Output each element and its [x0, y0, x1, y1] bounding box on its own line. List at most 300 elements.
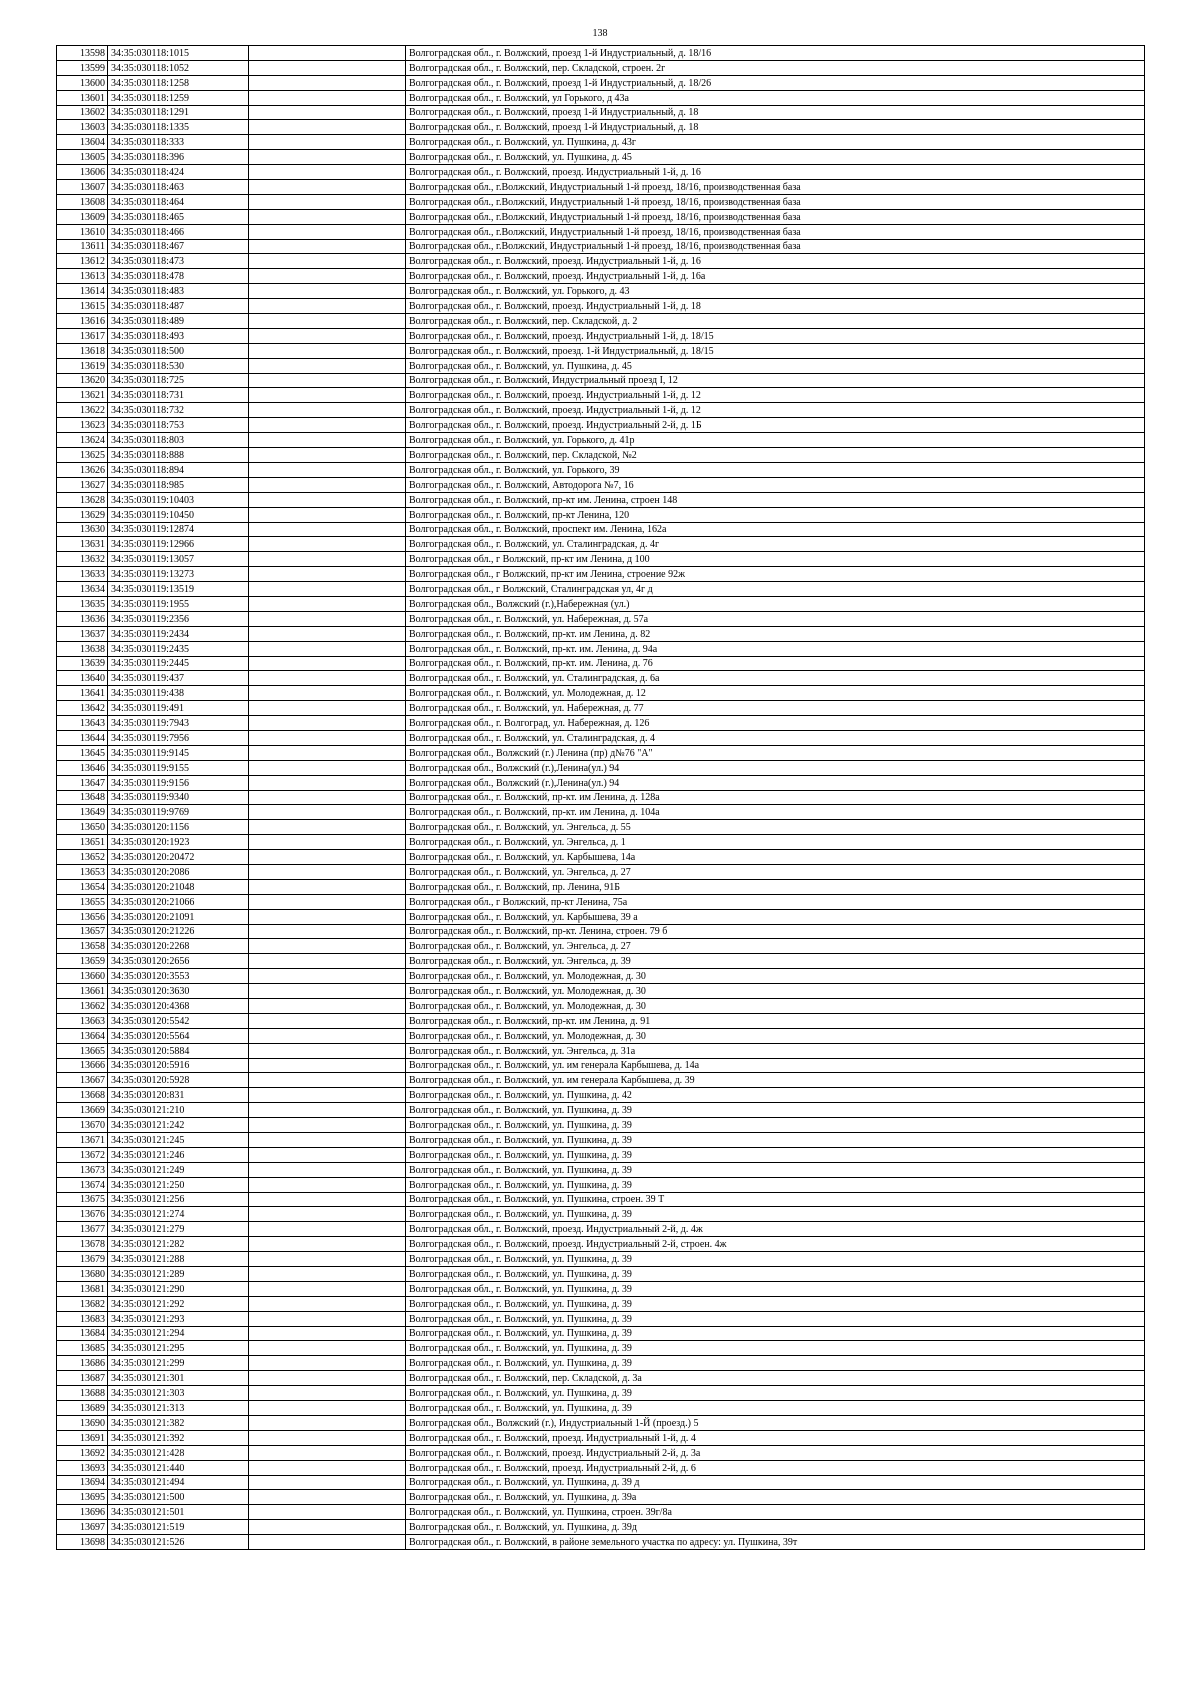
table-row [57, 567, 1145, 582]
cadastral-number: 34:35:030121:293 [108, 1311, 249, 1326]
cadastral-number: 34:35:030119:437 [108, 671, 249, 686]
address: Волгоградская обл., г. Волжский, ул. Пушкина, д. 39 [406, 1356, 1145, 1371]
table-row [57, 388, 1145, 403]
address: Волгоградская обл., г. Волжский, ул. Энгельса, д. 55 [406, 820, 1145, 835]
table-row [57, 671, 1145, 686]
row-number: 13612 [57, 254, 108, 269]
address: Волгоградская обл., г. Волжский, ул. Молодежная, д. 30 [406, 984, 1145, 999]
row-number: 13653 [57, 864, 108, 879]
empty-cell [249, 864, 406, 879]
table-row [57, 1311, 1145, 1326]
empty-cell [249, 1088, 406, 1103]
row-number: 13694 [57, 1475, 108, 1490]
empty-cell [249, 522, 406, 537]
table-row [57, 582, 1145, 597]
empty-cell [249, 1535, 406, 1550]
table-row [57, 1296, 1145, 1311]
address: Волгоградская обл., г. Волжский, Автодорога №7, 16 [406, 477, 1145, 492]
table-row [57, 1192, 1145, 1207]
address: Волгоградская обл., г. Волжский, ул. Сталинградская, д. 4г [406, 537, 1145, 552]
row-number: 13624 [57, 433, 108, 448]
row-number: 13650 [57, 820, 108, 835]
empty-cell [249, 477, 406, 492]
row-number: 13617 [57, 328, 108, 343]
cadastral-number: 34:35:030118:1052 [108, 60, 249, 75]
empty-cell [249, 820, 406, 835]
row-number: 13643 [57, 716, 108, 731]
cadastral-number: 34:35:030118:493 [108, 328, 249, 343]
table-row [57, 180, 1145, 195]
address: Волгоградская обл., г. Волжский, ул. Пушкина, д. 39 [406, 1326, 1145, 1341]
row-number: 13683 [57, 1311, 108, 1326]
table-row [57, 999, 1145, 1014]
table-row [57, 358, 1145, 373]
row-number: 13654 [57, 879, 108, 894]
address: Волгоградская обл., г. Волжский, ул. Набережная, д. 77 [406, 701, 1145, 716]
address: Волгоградская обл., г.Волжский, Индустриальный 1-й проезд, 18/16, производственная база [406, 194, 1145, 209]
row-number: 13663 [57, 1013, 108, 1028]
empty-cell [249, 254, 406, 269]
empty-cell [249, 239, 406, 254]
address: Волгоградская обл., г. Волжский, ул. Пушкина, д. 39 [406, 1281, 1145, 1296]
cadastral-number: 34:35:030121:288 [108, 1252, 249, 1267]
empty-cell [249, 909, 406, 924]
row-number: 13656 [57, 909, 108, 924]
empty-cell [249, 626, 406, 641]
empty-cell [249, 1401, 406, 1416]
address: Волгоградская обл., г. Волжский, ул. Энгельса, д. 31а [406, 1043, 1145, 1058]
table-row [57, 507, 1145, 522]
row-number: 13632 [57, 552, 108, 567]
cadastral-number: 34:35:030121:295 [108, 1341, 249, 1356]
address: Волгоградская обл., г. Волжский, ул. Пушкина, д. 39 д [406, 1475, 1145, 1490]
address: Волгоградская обл., г. Волжский, проезд 1-й Индустриальный, д. 18 [406, 105, 1145, 120]
table-row [57, 552, 1145, 567]
cadastral-number: 34:35:030118:803 [108, 433, 249, 448]
address: Волгоградская обл., г. Волжский, пр. Ленина, 91Б [406, 879, 1145, 894]
row-number: 13673 [57, 1162, 108, 1177]
cadastral-number: 34:35:030118:424 [108, 165, 249, 180]
address: Волгоградская обл., г. Волжский, Индустриальный проезд I, 12 [406, 373, 1145, 388]
address: Волгоградская обл., Волжский (г.), Индустриальный 1-Й (проезд.) 5 [406, 1415, 1145, 1430]
address: Волгоградская обл., Волжский (г.),Ленина(ул.) 94 [406, 760, 1145, 775]
address: Волгоградская обл., г. Волжский, проезд. Индустриальный 1-й, д. 12 [406, 403, 1145, 418]
row-number: 13598 [57, 46, 108, 61]
address: Волгоградская обл., г. Волжский, пр-кт им. Ленина, строен 148 [406, 492, 1145, 507]
empty-cell [249, 686, 406, 701]
address: Волгоградская обл., г. Волжский, пр-кт. им Ленина, д. 82 [406, 626, 1145, 641]
cadastral-number: 34:35:030120:831 [108, 1088, 249, 1103]
address: Волгоградская обл., Волжский (г.),Набережная (ул.) [406, 596, 1145, 611]
table-row [57, 656, 1145, 671]
cadastral-number: 34:35:030121:250 [108, 1177, 249, 1192]
address: Волгоградская обл., г. Волжский, проспект им. Ленина, 162а [406, 522, 1145, 537]
cadastral-number: 34:35:030119:2445 [108, 656, 249, 671]
empty-cell [249, 358, 406, 373]
row-number: 13685 [57, 1341, 108, 1356]
address: Волгоградская обл., г. Волжский, проезд. Индустриальный 2-й, д. 4ж [406, 1222, 1145, 1237]
table-row [57, 90, 1145, 105]
cadastral-number: 34:35:030121:526 [108, 1535, 249, 1550]
cadastral-number: 34:35:030118:466 [108, 224, 249, 239]
table-row [57, 1326, 1145, 1341]
table-row [57, 641, 1145, 656]
address: Волгоградская обл., г. Волжский, ул. Пушкина, д. 39 [406, 1162, 1145, 1177]
address: Волгоградская обл., г Волжский, пр-кт им Ленина, строение 92ж [406, 567, 1145, 582]
empty-cell [249, 924, 406, 939]
empty-cell [249, 1326, 406, 1341]
table-row [57, 1356, 1145, 1371]
address: Волгоградская обл., г Волжский, Сталинградская ул, 4г д [406, 582, 1145, 597]
empty-cell [249, 314, 406, 329]
row-number: 13641 [57, 686, 108, 701]
table-row [57, 105, 1145, 120]
empty-cell [249, 492, 406, 507]
address: Волгоградская обл., г. Волжский, пр-кт. им Ленина, д. 104а [406, 805, 1145, 820]
empty-cell [249, 90, 406, 105]
row-number: 13614 [57, 284, 108, 299]
row-number: 13621 [57, 388, 108, 403]
cadastral-number: 34:35:030118:731 [108, 388, 249, 403]
table-row [57, 60, 1145, 75]
cadastral-number: 34:35:030121:289 [108, 1267, 249, 1282]
empty-cell [249, 1058, 406, 1073]
table-row [57, 403, 1145, 418]
row-number: 13608 [57, 194, 108, 209]
empty-cell [249, 552, 406, 567]
table-row [57, 1118, 1145, 1133]
cadastral-number: 34:35:030119:10450 [108, 507, 249, 522]
empty-cell [249, 1415, 406, 1430]
address: Волгоградская обл., г. Волжский, пр-кт. им. Ленина, д. 76 [406, 656, 1145, 671]
table-row [57, 1133, 1145, 1148]
row-number: 13689 [57, 1401, 108, 1416]
row-number: 13674 [57, 1177, 108, 1192]
cadastral-number: 34:35:030118:1015 [108, 46, 249, 61]
row-number: 13627 [57, 477, 108, 492]
empty-cell [249, 1386, 406, 1401]
address: Волгоградская обл., г. Волжский, ул Горького, д 43а [406, 90, 1145, 105]
empty-cell [249, 984, 406, 999]
row-number: 13672 [57, 1147, 108, 1162]
empty-cell [249, 730, 406, 745]
cadastral-number: 34:35:030120:5542 [108, 1013, 249, 1028]
row-number: 13625 [57, 448, 108, 463]
row-number: 13664 [57, 1028, 108, 1043]
empty-cell [249, 641, 406, 656]
table-row [57, 1147, 1145, 1162]
table-row [57, 75, 1145, 90]
row-number: 13686 [57, 1356, 108, 1371]
row-number: 13657 [57, 924, 108, 939]
table-row [57, 522, 1145, 537]
cadastral-number: 34:35:030119:9145 [108, 745, 249, 760]
empty-cell [249, 105, 406, 120]
address: Волгоградская обл., г. Волжский, ул. Энгельса, д. 1 [406, 835, 1145, 850]
address: Волгоградская обл., г. Волжский, пр-кт Ленина, 120 [406, 507, 1145, 522]
row-number: 13633 [57, 567, 108, 582]
table-row [57, 1267, 1145, 1282]
empty-cell [249, 760, 406, 775]
empty-cell [249, 969, 406, 984]
address: Волгоградская обл., г. Волжский, проезд. Индустриальный 1-й, д. 16а [406, 269, 1145, 284]
row-number: 13652 [57, 850, 108, 865]
empty-cell [249, 939, 406, 954]
cadastral-number: 34:35:030121:519 [108, 1520, 249, 1535]
table-row [57, 820, 1145, 835]
table-row [57, 790, 1145, 805]
table-row [57, 1490, 1145, 1505]
row-number: 13620 [57, 373, 108, 388]
cadastral-number: 34:35:030120:5928 [108, 1073, 249, 1088]
address: Волгоградская обл., г. Волжский, ул. Молодежная, д. 30 [406, 969, 1145, 984]
cadastral-number: 34:35:030119:1955 [108, 596, 249, 611]
cadastral-number: 34:35:030119:12874 [108, 522, 249, 537]
table-row [57, 1520, 1145, 1535]
table-row [57, 1028, 1145, 1043]
row-number: 13629 [57, 507, 108, 522]
table-row [57, 596, 1145, 611]
cadastral-number: 34:35:030121:501 [108, 1505, 249, 1520]
cadastral-number: 34:35:030120:2086 [108, 864, 249, 879]
cadastral-number: 34:35:030119:2435 [108, 641, 249, 656]
row-number: 13618 [57, 343, 108, 358]
cadastral-number: 34:35:030118:467 [108, 239, 249, 254]
table-row [57, 537, 1145, 552]
address: Волгоградская обл., г. Волжский, ул. Пушкина, д. 39 [406, 1207, 1145, 1222]
empty-cell [249, 567, 406, 582]
table-row [57, 775, 1145, 790]
row-number: 13693 [57, 1460, 108, 1475]
empty-cell [249, 46, 406, 61]
empty-cell [249, 433, 406, 448]
table-row [57, 879, 1145, 894]
row-number: 13611 [57, 239, 108, 254]
table-row [57, 1505, 1145, 1520]
table-row [57, 954, 1145, 969]
table-row [57, 269, 1145, 284]
empty-cell [249, 418, 406, 433]
address: Волгоградская обл., г. Волжский, ул. Пушкина, строен. 39г/8а [406, 1505, 1145, 1520]
row-number: 13690 [57, 1415, 108, 1430]
table-row [57, 1430, 1145, 1445]
table-row [57, 194, 1145, 209]
empty-cell [249, 284, 406, 299]
row-number: 13634 [57, 582, 108, 597]
row-number: 13660 [57, 969, 108, 984]
row-number: 13659 [57, 954, 108, 969]
row-number: 13684 [57, 1326, 108, 1341]
table-row [57, 1415, 1145, 1430]
empty-cell [249, 1192, 406, 1207]
address: Волгоградская обл., г. Волжский, ул. Пушкина, д. 39а [406, 1490, 1145, 1505]
empty-cell [249, 1103, 406, 1118]
row-number: 13646 [57, 760, 108, 775]
empty-cell [249, 194, 406, 209]
cadastral-number: 34:35:030118:478 [108, 269, 249, 284]
cadastral-number: 34:35:030119:9769 [108, 805, 249, 820]
empty-cell [249, 462, 406, 477]
row-number: 13613 [57, 269, 108, 284]
row-number: 13645 [57, 745, 108, 760]
address: Волгоградская обл., г. Волжский, ул. Горького, 39 [406, 462, 1145, 477]
row-number: 13639 [57, 656, 108, 671]
row-number: 13692 [57, 1445, 108, 1460]
cadastral-number: 34:35:030121:246 [108, 1147, 249, 1162]
table-row [57, 1386, 1145, 1401]
cadastral-number: 34:35:030120:2268 [108, 939, 249, 954]
table-row [57, 701, 1145, 716]
table-row [57, 120, 1145, 135]
row-number: 13682 [57, 1296, 108, 1311]
address: Волгоградская обл., г. Волжский, пер. Складской, д. 2 [406, 314, 1145, 329]
address: Волгоградская обл., г. Волжский, ул. Пушкина, д. 39 [406, 1401, 1145, 1416]
table-row [57, 909, 1145, 924]
table-row [57, 343, 1145, 358]
table-row [57, 1207, 1145, 1222]
empty-cell [249, 1371, 406, 1386]
table-row [57, 209, 1145, 224]
table-row [57, 686, 1145, 701]
row-number: 13626 [57, 462, 108, 477]
address: Волгоградская обл., г. Волжский, ул. Энгельса, д. 27 [406, 864, 1145, 879]
cadastral-number: 34:35:030121:242 [108, 1118, 249, 1133]
address: Волгоградская обл., г. Волжский, ул. Сталинградская, д. 4 [406, 730, 1145, 745]
cadastral-number: 34:35:030121:249 [108, 1162, 249, 1177]
cadastral-number: 34:35:030119:491 [108, 701, 249, 716]
row-number: 13658 [57, 939, 108, 954]
address: Волгоградская обл., г. Волжский, пер. Складской, №2 [406, 448, 1145, 463]
empty-cell [249, 1445, 406, 1460]
table-row [57, 418, 1145, 433]
address: Волгоградская обл., г. Волжский, проезд. Индустриальный 1-й, д. 16 [406, 254, 1145, 269]
table-row [57, 1222, 1145, 1237]
empty-cell [249, 373, 406, 388]
empty-cell [249, 1505, 406, 1520]
address: Волгоградская обл., г. Волжский, ул. Пушкина, д. 39 [406, 1133, 1145, 1148]
cadastral-number: 34:35:030121:428 [108, 1445, 249, 1460]
empty-cell [249, 1207, 406, 1222]
row-number: 13637 [57, 626, 108, 641]
row-number: 13619 [57, 358, 108, 373]
row-number: 13622 [57, 403, 108, 418]
table-row [57, 850, 1145, 865]
page-number: 138 [592, 28, 608, 39]
cadastral-number: 34:35:030120:1156 [108, 820, 249, 835]
row-number: 13600 [57, 75, 108, 90]
cadastral-number: 34:35:030118:725 [108, 373, 249, 388]
empty-cell [249, 775, 406, 790]
row-number: 13644 [57, 730, 108, 745]
row-number: 13691 [57, 1430, 108, 1445]
empty-cell [249, 1028, 406, 1043]
row-number: 13661 [57, 984, 108, 999]
address: Волгоградская обл., г Волжский, пр-кт им Ленина, д 100 [406, 552, 1145, 567]
table-row [57, 150, 1145, 165]
cadastral-number: 34:35:030119:13273 [108, 567, 249, 582]
address: Волгоградская обл., г. Волжский, ул. Пушкина, строен. 39 Т [406, 1192, 1145, 1207]
table-row [57, 760, 1145, 775]
address: Волгоградская обл., г. Волжский, ул. Пушкина, д. 39 [406, 1311, 1145, 1326]
empty-cell [249, 1073, 406, 1088]
empty-cell [249, 150, 406, 165]
table-row [57, 1341, 1145, 1356]
table-row [57, 492, 1145, 507]
row-number: 13631 [57, 537, 108, 552]
address: Волгоградская обл., г. Волжский, ул. Пушкина, д. 39 [406, 1118, 1145, 1133]
row-number: 13670 [57, 1118, 108, 1133]
row-number: 13687 [57, 1371, 108, 1386]
address: Волгоградская обл., г. Волжский, ул. Пушкина, д. 39 [406, 1341, 1145, 1356]
cadastral-number: 34:35:030118:483 [108, 284, 249, 299]
address: Волгоградская обл., г. Волжский, ул. Карбышева, 39 а [406, 909, 1145, 924]
cadastral-number: 34:35:030119:7956 [108, 730, 249, 745]
address: Волгоградская обл., г. Волжский, проезд. Индустриальный 2-й, д. 6 [406, 1460, 1145, 1475]
cadastral-number: 34:35:030121:279 [108, 1222, 249, 1237]
cadastral-number: 34:35:030119:10403 [108, 492, 249, 507]
table-row [57, 239, 1145, 254]
cadastral-number: 34:35:030118:888 [108, 448, 249, 463]
empty-cell [249, 537, 406, 552]
empty-cell [249, 1133, 406, 1148]
table-row [57, 1088, 1145, 1103]
address: Волгоградская обл., г. Волжский, ул. Пушкина, д. 39 [406, 1252, 1145, 1267]
cadastral-number: 34:35:030121:294 [108, 1326, 249, 1341]
cadastral-number: 34:35:030121:440 [108, 1460, 249, 1475]
row-number: 13680 [57, 1267, 108, 1282]
address: Волгоградская обл., г. Волжский, ул. Пушкина, д. 39д [406, 1520, 1145, 1535]
address: Волгоградская обл., г. Волжский, ул. Сталинградская, д. 6а [406, 671, 1145, 686]
address: Волгоградская обл., г. Волжский, проезд. 1-й Индустриальный, д. 18/15 [406, 343, 1145, 358]
cadastral-number: 34:35:030118:985 [108, 477, 249, 492]
cadastral-number: 34:35:030121:292 [108, 1296, 249, 1311]
registry-table [56, 45, 1145, 1550]
empty-cell [249, 1281, 406, 1296]
row-number: 13640 [57, 671, 108, 686]
cadastral-number: 34:35:030118:1258 [108, 75, 249, 90]
cadastral-number: 34:35:030119:2434 [108, 626, 249, 641]
empty-cell [249, 582, 406, 597]
row-number: 13604 [57, 135, 108, 150]
row-number: 13698 [57, 1535, 108, 1550]
table-row [57, 448, 1145, 463]
row-number: 13651 [57, 835, 108, 850]
row-number: 13642 [57, 701, 108, 716]
cadastral-number: 34:35:030118:396 [108, 150, 249, 165]
empty-cell [249, 120, 406, 135]
address: Волгоградская обл., г. Волжский, ул. Пушкина, д. 45 [406, 150, 1145, 165]
empty-cell [249, 165, 406, 180]
address: Волгоградская обл., г. Волжский, ул. Пушкина, д. 39 [406, 1267, 1145, 1282]
address: Волгоградская обл., г. Волжский, ул. Молодежная, д. 12 [406, 686, 1145, 701]
address: Волгоградская обл., г. Волжский, ул. Пушкина, д. 39 [406, 1147, 1145, 1162]
cadastral-number: 34:35:030120:5884 [108, 1043, 249, 1058]
empty-cell [249, 507, 406, 522]
row-number: 13606 [57, 165, 108, 180]
empty-cell [249, 343, 406, 358]
address: Волгоградская обл., г. Волжский, ул. Пушкина, д. 39 [406, 1177, 1145, 1192]
cadastral-number: 34:35:030121:256 [108, 1192, 249, 1207]
empty-cell [249, 1356, 406, 1371]
address: Волгоградская обл., г. Волжский, проезд 1-й Индустриальный, д. 18/16 [406, 46, 1145, 61]
cadastral-number: 34:35:030118:1335 [108, 120, 249, 135]
address: Волгоградская обл., г. Волжский, пр-кт. им Ленина, д. 128а [406, 790, 1145, 805]
row-number: 13610 [57, 224, 108, 239]
address: Волгоградская обл., г. Волжский, ул. Пушкина, д. 39 [406, 1103, 1145, 1118]
table-row [57, 716, 1145, 731]
address: Волгоградская обл., г. Волжский, ул. Горького, д. 43 [406, 284, 1145, 299]
address: Волгоградская обл., г. Волжский, ул. Молодежная, д. 30 [406, 1028, 1145, 1043]
